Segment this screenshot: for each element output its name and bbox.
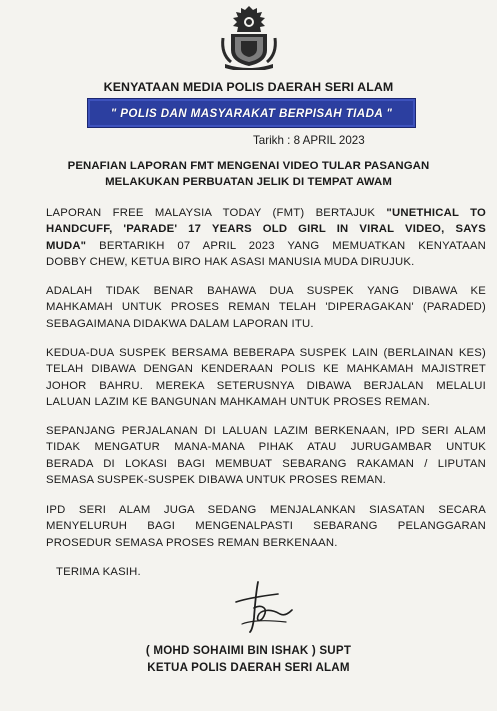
subject-line-1: PENAFIAN LAPORAN FMT MENGENAI VIDEO TULAR PASANGAN <box>67 160 430 172</box>
paragraph-line: SEMASA SUSPEK-SUSPEK DIBAWA UNTUK PROSES REMAN. <box>46 474 387 487</box>
page-title: KENYATAAN MEDIA POLIS DAERAH SERI ALAM <box>103 80 394 94</box>
police-crest-icon <box>217 4 281 70</box>
paragraph-text: LAPORAN FREE MALAYSIA TODAY (FMT) BERTAJUK <box>46 207 387 219</box>
paragraph-line <box>46 205 486 221</box>
motto-banner <box>87 98 416 128</box>
paragraph-line: PROSEDUR SEMASA PROSES REMAN BERKENAAN. <box>46 536 338 549</box>
signature-icon <box>228 578 298 634</box>
paragraph-line <box>46 221 486 237</box>
paragraph-line: TIDAK MENGATUR MANA-MANA PIHAK ATAU JURUGAMBAR UNTUK <box>46 441 486 454</box>
closing-thanks: TERIMA KASIH. <box>56 566 141 578</box>
quoted-title: HANDCUFF, 'PARADE' 17 YEARS OLD GIRL IN VIRAL VIDEO, SAYS <box>46 223 486 236</box>
paragraph-line: JOHOR BAHRU. MEREKA SETERUSNYA DIBAWA BERJALAN MELALUI <box>46 379 486 392</box>
paragraph-line: MAHKAMAH UNTUK PROSES REMAN TELAH 'DIPERAGAKAN' (PARADED) <box>46 301 486 314</box>
paragraph-line: ADALAH TIDAK BENAR BAHAWA DUA SUSPEK YANG DIBAWA KE <box>46 285 486 297</box>
date-line: Tarikh : 8 APRIL 2023 <box>253 134 365 147</box>
subject-line-2: MELAKUKAN PERBUATAN JELIK DI TEMPAT AWAM <box>105 176 392 188</box>
paragraph-line: DOBBY CHEW, KETUA BIRO HAK ASASI MANUSIA MUDA DIRUJUK. <box>46 256 415 269</box>
signatory-title: KETUA POLIS DAERAH SERI ALAM <box>147 661 350 674</box>
paragraph-3 <box>46 345 486 411</box>
paragraph-line: IPD SERI ALAM JUGA SEDANG MENJALANKAN SIASATAN SECARA <box>46 504 486 516</box>
paragraph-text: BERTARIKH 07 APRIL 2023 YANG MEMUATKAN KENYATAAN <box>86 239 486 252</box>
subject-heading <box>0 158 497 190</box>
paragraph-1 <box>46 205 486 271</box>
paragraph-5 <box>46 502 486 551</box>
paragraph-line: MENYELURUH BAGI MENGENALPASTI SEBARANG PELANGGARAN <box>46 520 486 533</box>
paragraph-line: BERADA DI LOKASI BAGI MEMBUAT SEBARANG RAKAMAN / LIPUTAN <box>46 457 486 470</box>
paragraph-line: SEPANJANG PERJALANAN DI LALUAN LAZIM BERKENAAN, IPD SERI ALAM <box>46 425 486 437</box>
paragraph-line: SEBAGAIMANA DIDAKWA DALAM LAPORAN ITU. <box>46 317 314 330</box>
paragraph-4 <box>46 423 486 489</box>
quoted-title: MUDA" <box>46 239 87 252</box>
paragraph-line: TELAH DIBAWA DENGAN KENDERAAN POLIS KE MAHKAMAH MAJISTRET <box>46 363 486 376</box>
paragraph-line: LALUAN LAZIM KE BANGUNAN MAHKAMAH UNTUK PROSES REMAN. <box>46 396 431 409</box>
quoted-title: "UNETHICAL TO <box>386 207 487 219</box>
motto-text: " POLIS DAN MASYARAKAT BERPISAH TIADA " <box>110 106 393 120</box>
paragraph-line: KEDUA-DUA SUSPEK BERSAMA BEBERAPA SUSPEK LAIN (BERLAINAN KES) <box>46 347 486 359</box>
signatory-name: ( MOHD SOHAIMI BIN ISHAK ) SUPT <box>145 644 352 657</box>
paragraph-line <box>46 238 486 254</box>
paragraph-2 <box>46 283 486 332</box>
